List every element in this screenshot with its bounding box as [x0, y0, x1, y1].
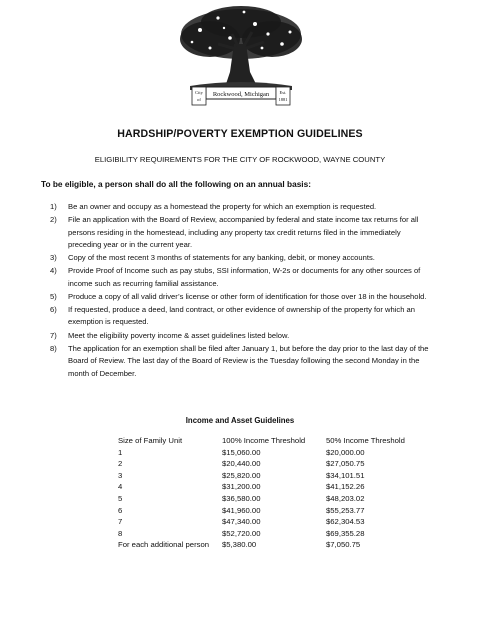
list-item: [50, 265, 436, 290]
table-cell: $27,050.75: [326, 459, 365, 469]
logo-city-label: City: [195, 90, 203, 95]
table-cell: 8: [118, 528, 123, 538]
table-row: [118, 447, 405, 459]
list-item-number: 6): [50, 304, 57, 314]
list-item-number: 2): [50, 215, 57, 225]
page-subtitle: ELIGIBILITY REQUIREMENTS FOR THE CITY OF ROCKWOOD, WAYNE COUNTY: [94, 155, 386, 164]
list-item: [50, 343, 436, 381]
guidelines-heading: Income and Asset Guidelines: [185, 416, 295, 425]
list-item-text: If requested, produce a deed, land contract, or other evidence of ownership of the property for which an exemption is requested.: [68, 304, 415, 327]
table-cell: 1: [118, 447, 123, 457]
table-cell: $69,355.28: [326, 528, 365, 538]
logo-city-name: Rockwood, Michigan: [212, 91, 270, 98]
table-row: [118, 505, 405, 517]
column-header: 100% Income Threshold: [222, 436, 306, 445]
table-cell: $55,253.77: [326, 505, 365, 515]
table-row: [118, 528, 405, 540]
table-cell: $15,060.00: [222, 447, 261, 457]
table-cell: $47,340.00: [222, 517, 261, 527]
table-cell: $20,000.00: [326, 447, 365, 457]
table-cell: $20,440.00: [222, 459, 261, 469]
logo-year-label: 1881: [278, 97, 288, 102]
list-item-text: File an application with the Board of Review, accompanied by federal and state income tax returns for all persons residing in the homestead, including any property tax credit returns filed in the immediately preceding year or in the current year.: [68, 215, 419, 250]
list-item: [50, 214, 436, 252]
income-asset-table: [118, 435, 405, 551]
table-cell: 2: [118, 459, 123, 469]
list-item-text: Meet the eligibility poverty income & asset guidelines listed below.: [68, 330, 290, 340]
table-cell: 4: [118, 482, 123, 492]
column-header: 50% Income Threshold: [326, 436, 405, 445]
table-row: [118, 516, 405, 528]
table-cell: For each additional person: [118, 540, 210, 550]
list-item-text: Produce a copy of all valid driver’s license or other form of identification for those over 18 in the household.: [68, 291, 427, 301]
requirements-list: [50, 201, 436, 381]
table-cell: 7: [118, 517, 123, 527]
table-cell: 5: [118, 493, 123, 503]
list-item: [50, 201, 436, 214]
table-cell: $25,820.00: [222, 470, 261, 480]
table-cell: $41,152.26: [326, 482, 365, 492]
table-row: [118, 458, 405, 470]
list-item-number: 4): [50, 266, 57, 276]
table-header-row: [118, 435, 405, 447]
list-item-number: 1): [50, 202, 57, 211]
table-cell: $5,380.00: [222, 540, 257, 550]
table-cell: $31,200.00: [222, 482, 261, 492]
city-seal-logo: [170, 4, 312, 106]
list-item: [50, 304, 436, 329]
table-cell: $7,050.75: [326, 540, 361, 550]
table-cell: $41,960.00: [222, 505, 261, 515]
table-row: [118, 481, 405, 493]
list-item: [50, 252, 436, 265]
list-item: [50, 291, 436, 304]
list-item-number: 5): [50, 291, 57, 301]
list-item-text: The application for an exemption shall be filed after January 1, but before the day prior to the last day of the Board of Review. The last day of the Board of Review is the Tuesday following the second Monday in the month of December.: [68, 343, 429, 378]
list-item-number: 3): [50, 253, 57, 263]
list-item-text: Provide Proof of Income such as pay stubs, SSI information, W-2s or documents for any other sources of income such as recurring familial assistance.: [68, 266, 421, 288]
table-cell: $36,580.00: [222, 493, 261, 503]
list-item: [50, 330, 436, 343]
table-cell: 6: [118, 505, 123, 515]
eligibility-lead: To be eligible, a person shall do all the following on an annual basis:: [41, 179, 311, 189]
list-item-text: Copy of the most recent 3 months of statements for any banking, debit, or money accounts.: [68, 253, 375, 263]
list-item-text: Be an owner and occupy as a homestead the property for which an exemption is requested.: [68, 202, 377, 211]
table-row: [118, 539, 405, 551]
table-cell: $34,101.51: [326, 470, 365, 480]
column-header: Size of Family Unit: [118, 436, 183, 445]
list-item-number: 8): [50, 343, 57, 353]
table-row: [118, 493, 405, 505]
table-cell: $52,720.00: [222, 528, 261, 538]
table-row: [118, 470, 405, 482]
table-cell: 3: [118, 470, 123, 480]
table-cell: $62,304.53: [326, 517, 365, 527]
page-title: HARDSHIP/POVERTY EXEMPTION GUIDELINES: [117, 128, 363, 140]
logo-of-label: of: [197, 97, 201, 102]
logo-est-label: Est.: [279, 90, 287, 95]
table-cell: $48,203.02: [326, 493, 365, 503]
list-item-number: 7): [50, 330, 57, 340]
